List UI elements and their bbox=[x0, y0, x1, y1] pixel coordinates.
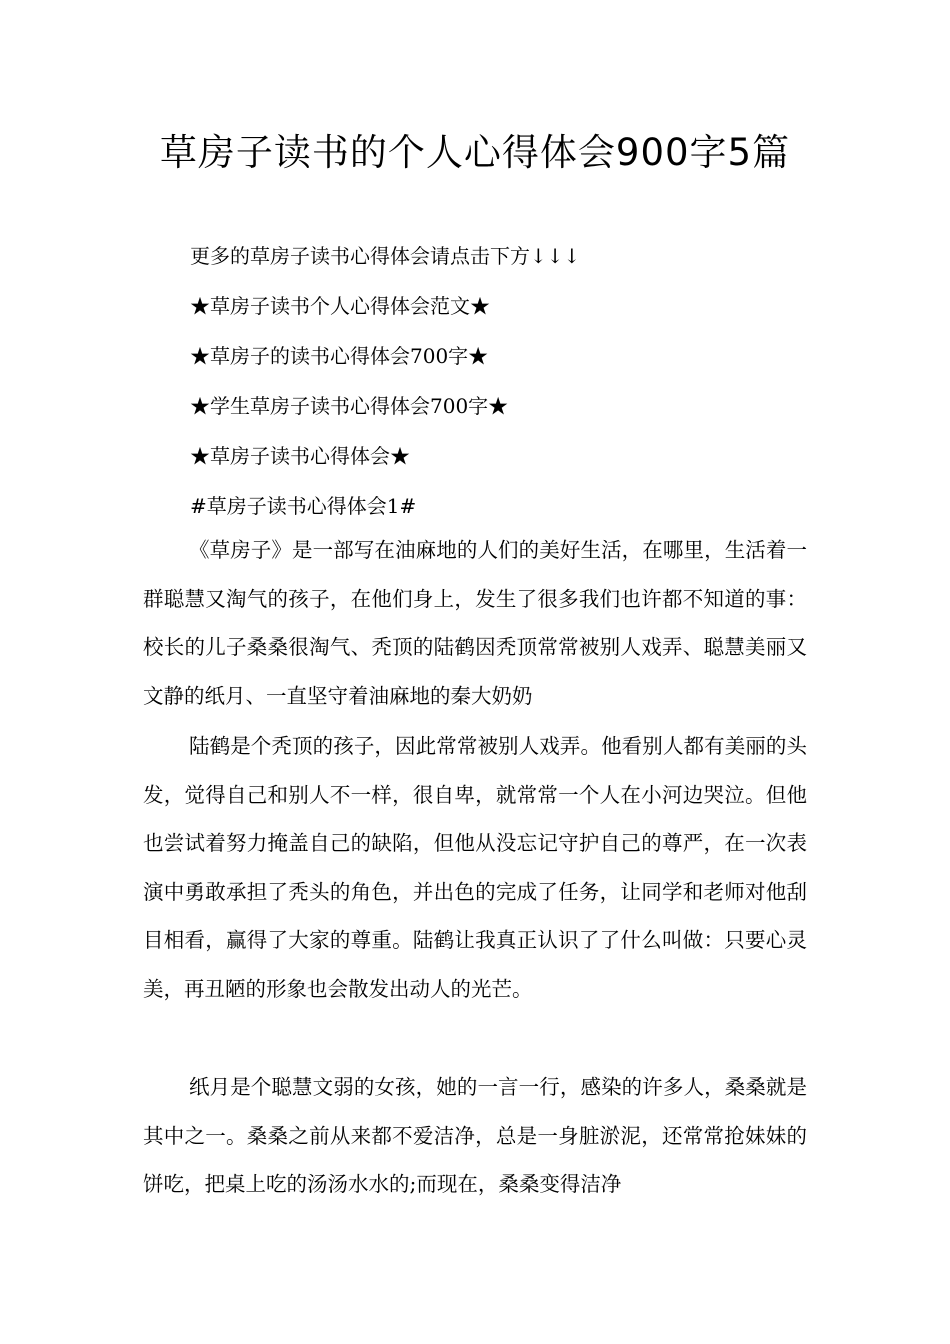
body-paragraph: 《草房子》是一部写在油麻地的人们的美好生活，在哪里，生活着一群聪慧又淘气的孩子，在他们身上，发生了很多我们也许都不知道的事：校长的儿子桑桑很淘气、秃顶的陆鹤因秃顶常常被别人戏弄、聪慧美丽又文静的纸月、一直坚守着油麻地的秦大奶奶 bbox=[143, 538, 807, 708]
page-title: 草房子读书的个人心得体会900字5篇 bbox=[159, 131, 791, 174]
related-links-list bbox=[190, 231, 810, 531]
related-link-item[interactable]: ★学生草房子读书心得体会700字★ bbox=[190, 394, 509, 418]
body-paragraph: 陆鹤是个秃顶的孩子，因此常常被别人戏弄。他看别人都有美丽的头发，觉得自己和别人不一样，很自卑，就常常一个人在小河边哭泣。但他也尝试着努力掩盖自己的缺陷，但他从没忘记守护自己的尊严，在一次表演中勇敢承担了秃头的角色，并出色的完成了任务，让同学和老师对他刮目相看，赢得了大家的尊重。陆鹤让我真正认识了了什么叫做：只要心灵美，再丑陋的形象也会散发出动人的光芒。 bbox=[143, 734, 807, 1001]
related-link-item[interactable]: ★草房子的读书心得体会700字★ bbox=[190, 344, 489, 368]
body-paragraph: 纸月是个聪慧文弱的女孩，她的一言一行，感染的许多人，桑桑就是其中之一。桑桑之前从来都不爱洁净，总是一身脏淤泥，还常常抢妹妹的饼吃，把桌上吃的汤汤水水的;而现在，桑桑变得洁净 bbox=[143, 1075, 807, 1196]
section-heading: #草房子读书心得体会1# bbox=[190, 494, 417, 518]
related-link-item[interactable]: ★草房子读书心得体会★ bbox=[190, 444, 410, 468]
related-links-intro: 更多的草房子读书心得体会请点击下方↓↓↓ bbox=[190, 244, 581, 268]
related-link-item[interactable]: ★草房子读书个人心得体会范文★ bbox=[190, 294, 490, 318]
